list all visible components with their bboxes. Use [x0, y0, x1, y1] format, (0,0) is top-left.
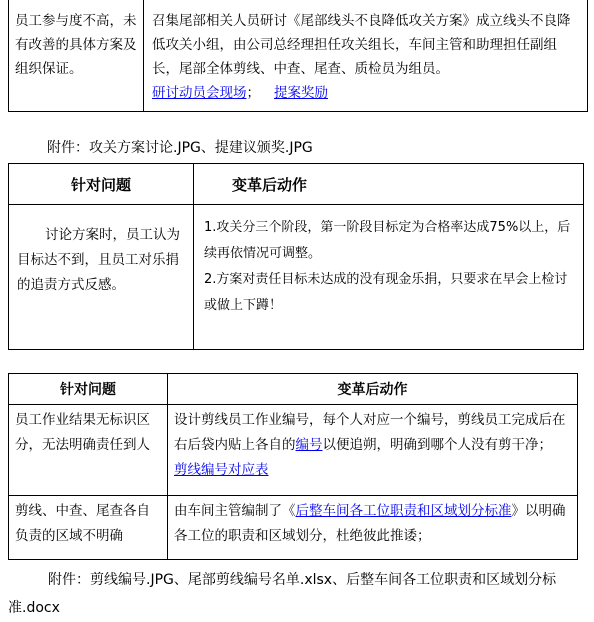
number-link[interactable]: 编号 — [295, 437, 323, 453]
table-row — [9, 405, 578, 496]
problem-cell — [9, 405, 168, 496]
action-text: 由车间主管编制了《 — [174, 503, 296, 519]
standard-doc-link[interactable]: 后整车间各工位职责和区域划分标准 — [295, 503, 512, 519]
reward-link[interactable]: 提案奖励 — [274, 85, 328, 101]
action-text: 召集尾部相关人员研讨《尾部线头不良降低攻关方案》成立线头不良降低攻关小组，由公司总经理担任攻关组长，车间主管和助理担任副组长，尾部全体剪线、中查、尾查、质检员为组员。 — [152, 13, 571, 77]
improvement-table-1 — [8, 0, 588, 112]
number-table-link[interactable]: 剪线编号对应表 — [174, 462, 269, 478]
header-problem — [9, 164, 194, 205]
action-cell — [168, 405, 578, 496]
table-row — [9, 496, 578, 560]
action-text-tail: 以便追朔，明确到哪个人没有剪干净； — [322, 437, 552, 453]
attachment-line-2 — [8, 566, 582, 622]
problem-text: 讨论方案时，员工认为目标达不到，且员工对乐捐的追责方式反感。 — [17, 227, 180, 293]
attachment-line-1 — [47, 137, 313, 159]
action-text: 设计剪线员工作业编号，每个人对应一个编号，剪线员工完成后在右后袋内贴上各自的 — [174, 412, 566, 453]
problem-text: 剪线、中查、尾查各自负责的区域不明确 — [15, 503, 150, 544]
problem-text: 员工作业结果无标识区分，无法明确责任到人 — [15, 412, 150, 453]
header-action — [168, 374, 578, 405]
link-separator: ； — [246, 85, 260, 101]
table-header-row — [9, 374, 578, 405]
header-action-label: 变革后动作 — [232, 175, 308, 194]
header-action — [194, 164, 584, 205]
header-action-label: 变革后动作 — [337, 382, 408, 398]
action-cell — [144, 0, 588, 112]
problem-text: 员工参与度不高，未有改善的具体方案及组织保证。 — [15, 13, 137, 77]
problem-cell — [9, 205, 194, 350]
table-row — [9, 205, 584, 350]
problem-cell — [9, 0, 144, 112]
problem-cell — [9, 496, 168, 560]
action-item-2: 2.方案对责任目标未达成的没有现金乐捐，只要求在早会上检讨或做上下蹲！ — [204, 272, 568, 313]
header-problem — [9, 374, 168, 405]
improvement-table-2 — [8, 163, 584, 350]
header-problem-label: 针对问题 — [70, 175, 131, 194]
improvement-table-3 — [8, 373, 578, 560]
meeting-photo-link[interactable]: 研讨动员会现场 — [152, 85, 247, 101]
table-row — [9, 0, 588, 112]
attachment-text: 附件：攻关方案讨论.JPG、提建议颁奖.JPG — [47, 140, 313, 156]
action-cell — [194, 205, 584, 350]
attachment-text: 附件：剪线编号.JPG、尾部剪线编号名单.xlsx、后整车间各工位职责和区域划分标准.docx — [8, 572, 557, 616]
action-item-1: 1.攻关分三个阶段，第一阶段目标定为合格率达成75%以上，后续再依情况可调整。 — [204, 220, 571, 261]
header-problem-label: 针对问题 — [60, 382, 116, 398]
table-header-row — [9, 164, 584, 205]
action-text-tail: 》以明确各工位的职责和区域划分，杜绝彼此推诿； — [174, 503, 566, 544]
action-cell — [168, 496, 578, 560]
